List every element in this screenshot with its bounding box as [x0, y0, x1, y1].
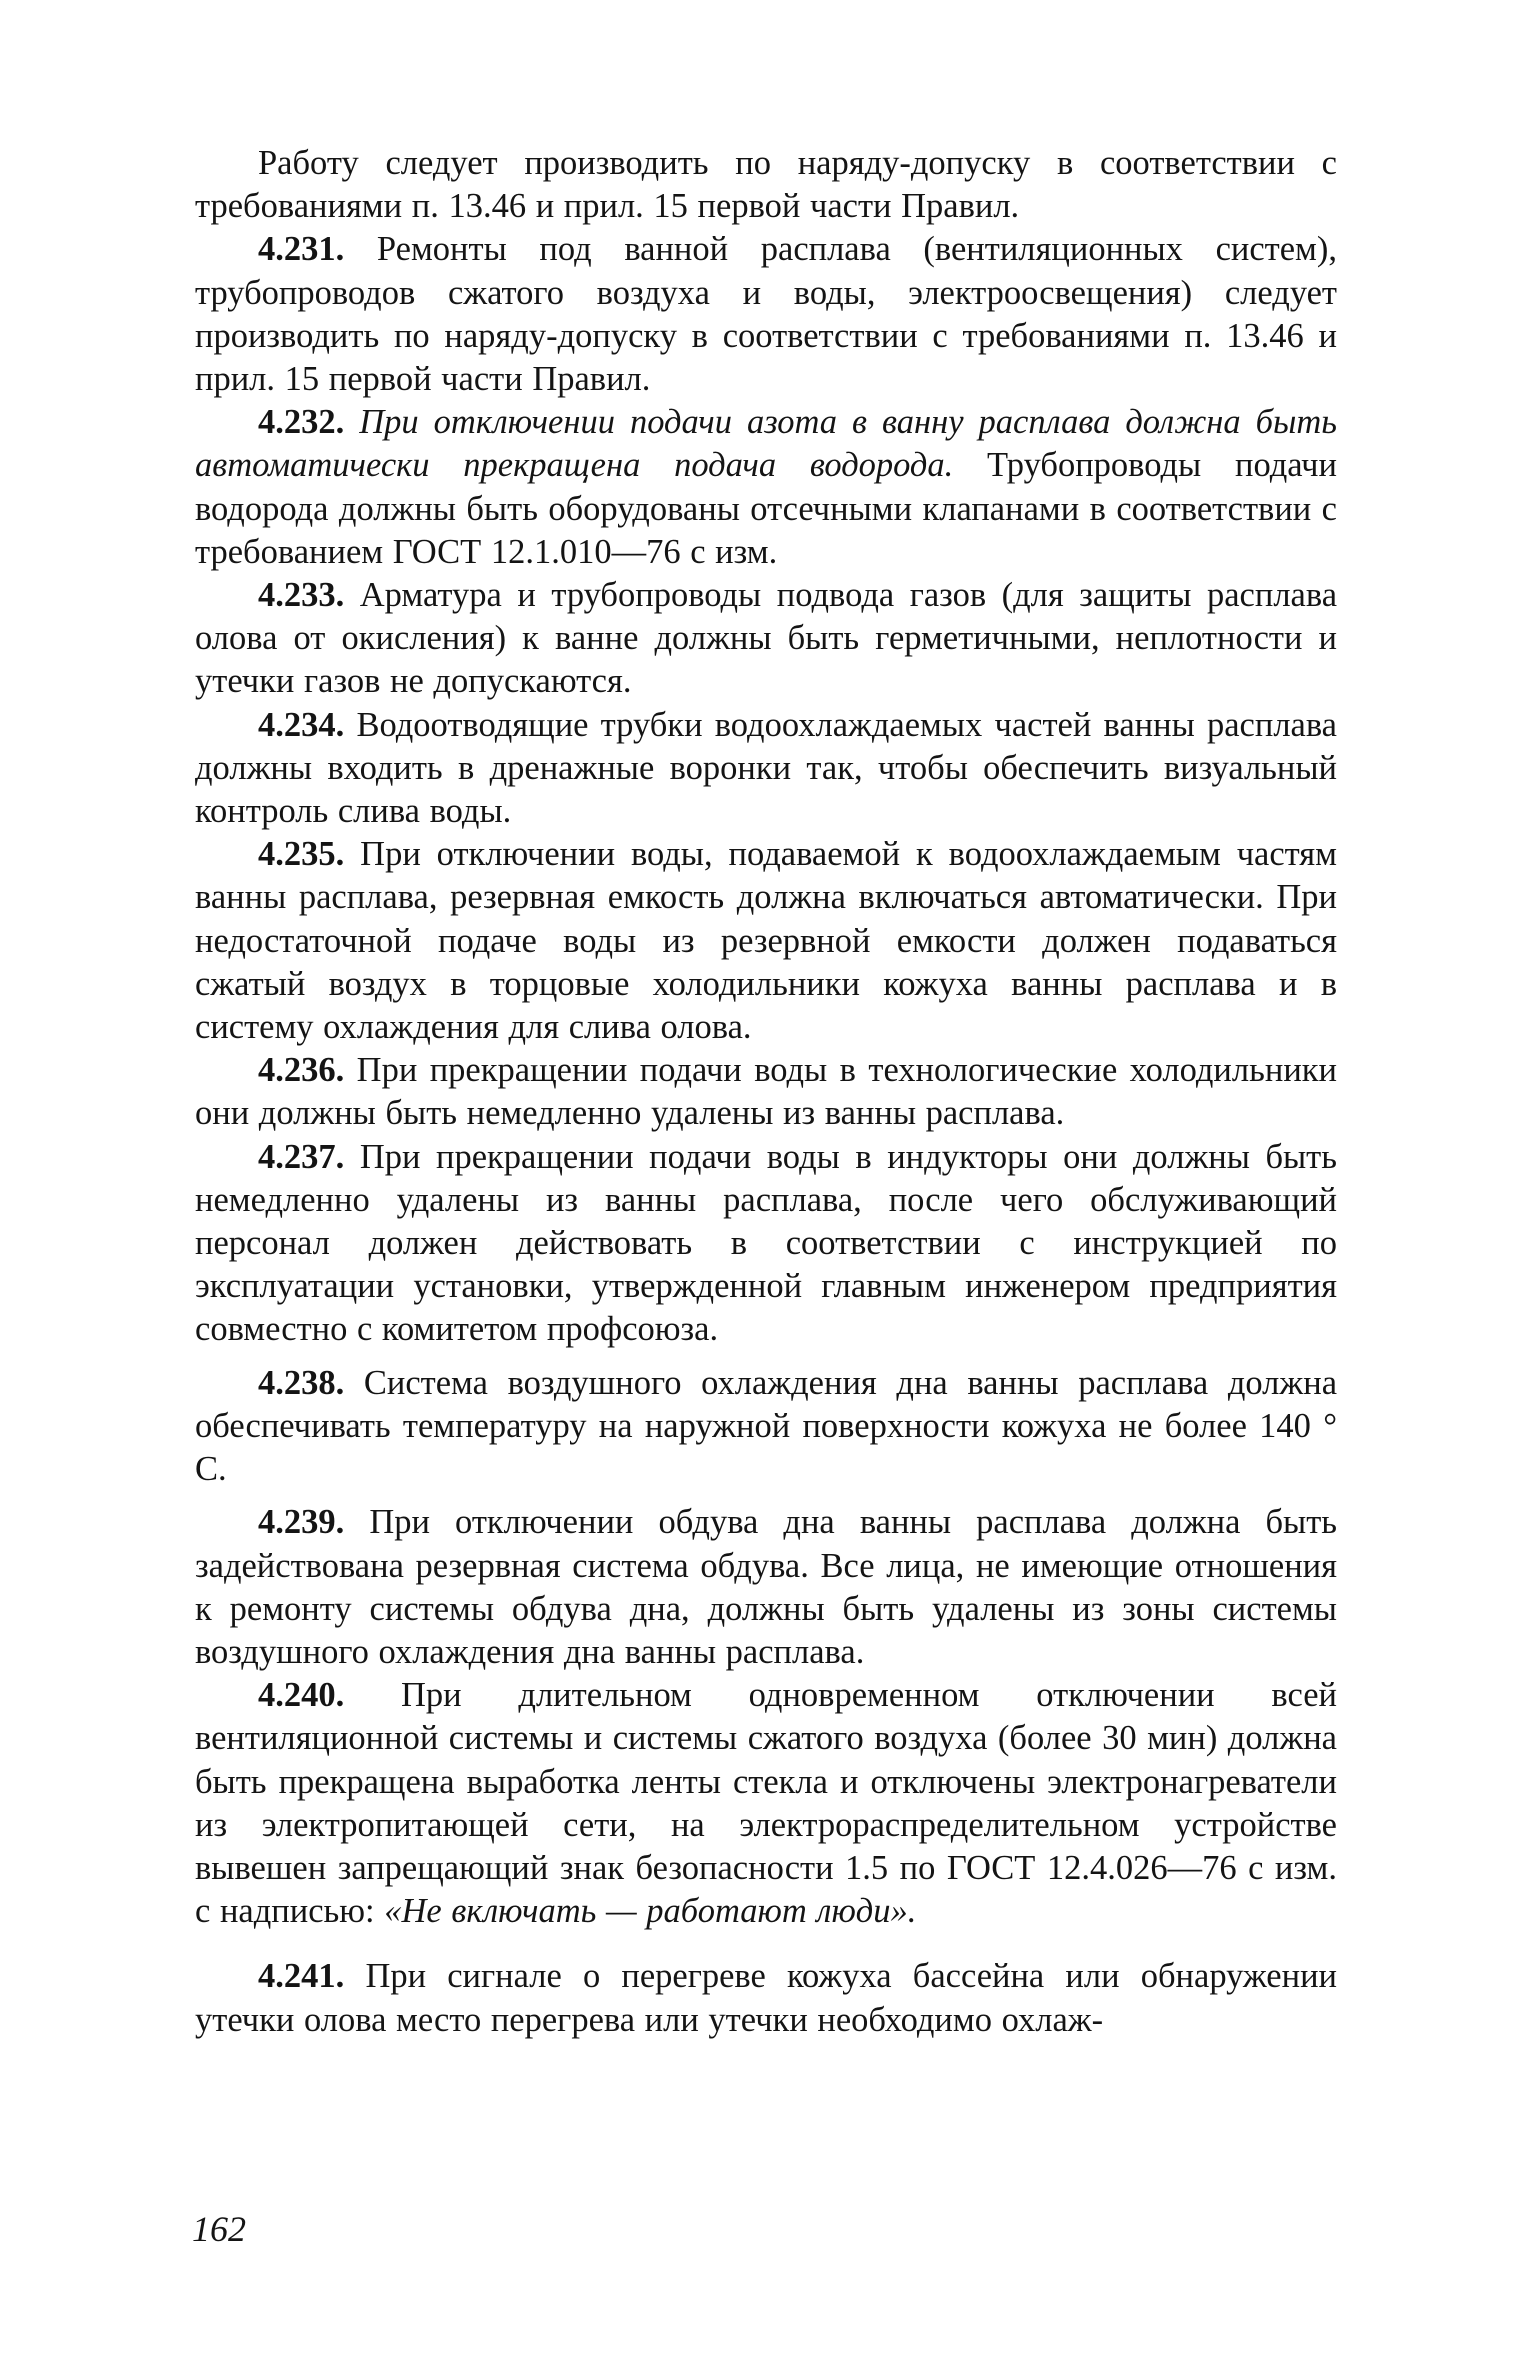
paragraph-number: 4.234.: [258, 705, 345, 744]
paragraph-4-232: [195, 401, 1337, 574]
paragraph-number: 4.238.: [258, 1363, 345, 1402]
paragraph-text: Трубопроводы подачи водорода должны быть оборудованы отсечными клапанами в соответствии с требованием ГОСТ 12.1.010—76 с изм.: [195, 446, 1337, 571]
paragraph-text: При отключении обдува дна ванны расплава должна быть задействована резервная система обдува. Все лица, не имеющие отношения к ремонту системы обдува дна, должны быть удалены из зоны системы воздушного охлаждения дна ванны расплава.: [195, 1503, 1338, 1671]
paragraph-4-231: [195, 228, 1337, 401]
paragraph-4-239: [195, 1501, 1337, 1674]
paragraph-4-233: [195, 574, 1337, 704]
paragraph-text-italic: «Не включать — работают люди».: [384, 1892, 917, 1931]
paragraph-text: При отключении воды, подаваемой к водоохлаждаемым частям ванны расплава, резервная емкость должна включаться автоматически. При недостаточной подаче воды из резервной емкости должен подаваться сжатый воздух в торцовые холодильники кожуха ванны расплава и в систему охлаждения для слива олова.: [195, 835, 1338, 1047]
paragraph-number: 4.240.: [258, 1676, 345, 1715]
paragraph-text: Ремонты под ванной расплава (вентиляционных систем), трубопроводов сжатого воздуха и воды, электроосвещения) следует производить по наряду-допуску в соответствии с требованиями п. 13.46 и прил. 15 первой части Правил.: [195, 230, 1338, 399]
paragraph-number: 4.233.: [258, 576, 345, 615]
paragraph-text: Водоотводящие трубки водоохлаждаемых частей ванны расплава должны входить в дренажные воронки так, чтобы обеспечить визуальный контроль слива воды.: [195, 705, 1337, 831]
paragraph-4-240: [195, 1674, 1337, 1933]
paragraph-number: 4.235.: [258, 835, 345, 874]
paragraph-text: Арматура и трубопроводы подвода газов (для защиты расплава олова от окисления) к ванне должны быть герметичными, неплотности и утечки газов не допускаются.: [195, 576, 1338, 701]
paragraph-text: При длительном одновременном отключении всей вентиляционной системы и системы сжатого воздуха (более 30 мин) должна быть прекращена выработка ленты стекла и отключены электронагреватели из электропитающей сети, на электрораспределительном устройстве вывешен запрещающий знак безопасности 1.5 по ГОСТ 12.4.026—76 с изм. с надписью:: [195, 1676, 1337, 1931]
paragraph-text-italic: При отключении подачи азота в ванну расплава должна быть автоматически прекращена подача водорода.: [195, 403, 1337, 485]
paragraph-number: 4.241.: [258, 1957, 345, 1996]
intro-paragraph: Работу следует производить по наряду-допуску в соответствии с требованиями п. 13.46 и прил. 15 первой части Правил.: [195, 144, 1337, 226]
paragraph-number: 4.232.: [258, 403, 345, 442]
document-page: [195, 142, 1337, 2042]
paragraph-4-237: [195, 1136, 1337, 1352]
paragraph-text: При прекращении подачи воды в индукторы они должны быть немедленно удалены из ванны расплава, после чего обслуживающий персонал должен действовать в соответствии с инструкцией по эксплуатации установки, утвержденной главным инженером предприятия совместно с комитетом профсоюза.: [195, 1137, 1337, 1349]
paragraph-4-241: [195, 1955, 1337, 2041]
paragraph-text: Система воздушного охлаждения дна ванны расплава должна обеспечивать температуру на наружной поверхности кожуха не более 140 ° С.: [195, 1363, 1338, 1489]
paragraph-text: При прекращении подачи воды в технологические холодильники они должны быть немедленно удалены из ванны расплава.: [195, 1051, 1338, 1133]
paragraph-4-238: [195, 1362, 1337, 1492]
paragraph-number: 4.239.: [258, 1503, 345, 1542]
page-number: 162: [192, 2209, 246, 2249]
paragraph-number: 4.231.: [258, 230, 345, 269]
paragraph-text: При сигнале о перегреве кожуха бассейна или обнаружении утечки олова место перегрева или утечки необходимо охлаж-: [195, 1957, 1337, 2039]
paragraph-number: 4.236.: [258, 1051, 345, 1090]
paragraph-4-236: [195, 1049, 1337, 1135]
paragraph-number: 4.237.: [258, 1137, 345, 1176]
paragraph-4-235: [195, 833, 1337, 1049]
paragraph-4-234: [195, 704, 1337, 834]
